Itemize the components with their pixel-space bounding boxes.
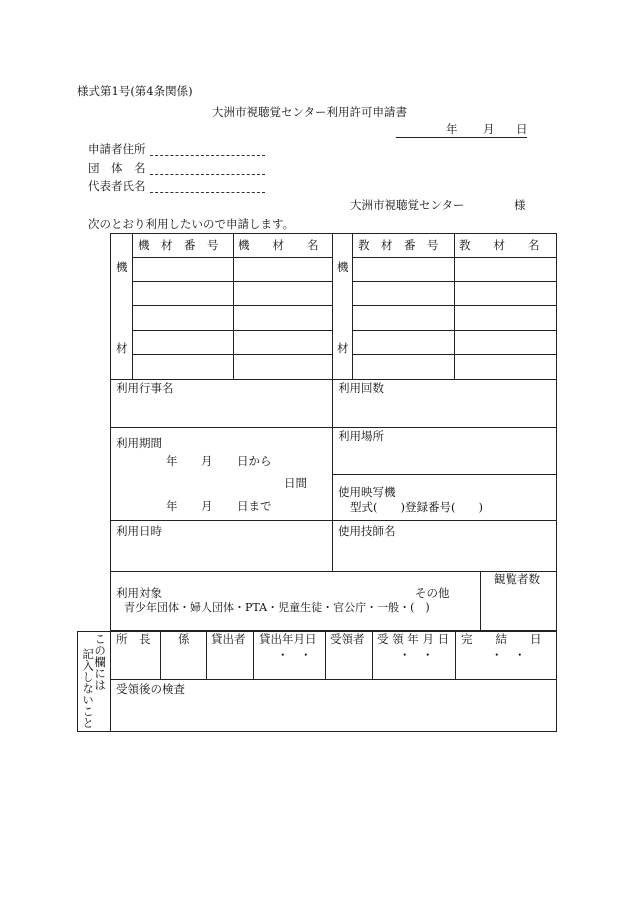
representative-name-field[interactable] [150, 192, 265, 193]
place-label: 利用場所 [338, 429, 384, 443]
period-from-day: 日から [237, 454, 272, 468]
office-receive-date-dots: ・ ・ [399, 648, 434, 662]
usage-count-label: 利用回数 [338, 381, 384, 395]
date-day-label: 日 [516, 122, 528, 136]
date-year-label: 年 [446, 122, 458, 136]
office-complete-header: 完 結 日 [461, 632, 542, 646]
equipment-side-label-bottom: 材 [116, 341, 128, 355]
period-label: 利用期間 [116, 436, 162, 450]
applicant-address-field[interactable] [150, 155, 265, 156]
date-month-label: 月 [483, 122, 495, 136]
projector-label: 使用映写機 [338, 485, 396, 499]
period-from-year: 年 [166, 454, 178, 468]
period-days: 日間 [284, 476, 307, 490]
technician-label: 使用技師名 [338, 524, 396, 538]
date-underline [396, 137, 527, 138]
office-lend-date-dots: ・ ・ [277, 648, 312, 662]
datetime-label: 利用日時 [116, 524, 162, 538]
target-other: その他 [415, 586, 450, 600]
target-label: 利用対象 [116, 586, 162, 600]
office-lend-date-header: 貸出年月日 [259, 632, 317, 646]
organization-name-field[interactable] [150, 174, 265, 175]
office-director-header: 所 長 [116, 632, 151, 646]
equipment-name-header: 機 材 名 [238, 238, 319, 252]
projector-detail: 型式( )登録番号( ) [350, 500, 483, 514]
materials-side-label-top: 機 [337, 260, 349, 274]
office-inspection-label: 受領後の検査 [116, 682, 185, 696]
representative-name-label: 代表者氏名 [88, 179, 146, 193]
office-lender-header: 貸出者 [211, 632, 246, 646]
audience-count-label: 観覧者数 [494, 572, 540, 586]
period-to-month: 月 [201, 499, 213, 513]
equipment-number-header: 機 材 番 号 [138, 238, 219, 252]
period-to-year: 年 [166, 499, 178, 513]
applicant-address-label: 申請者住所 [88, 142, 146, 156]
form-number: 様式第1号(第4条関係) [77, 84, 193, 98]
office-receive-date-header: 受 領 年 月 日 [377, 632, 450, 646]
period-to-day: 日まで [237, 499, 272, 513]
equipment-side-label-top: 機 [116, 260, 128, 274]
period-from-month: 月 [201, 454, 213, 468]
materials-number-header: 教 材 番 号 [358, 238, 439, 252]
form-title: 大洲市視聴覚センター利用許可申請書 [212, 105, 408, 119]
materials-name-header: 教 材 名 [459, 238, 540, 252]
office-note-line-2: 記入しないこと [81, 648, 96, 729]
office-note-line-1: この欄には [93, 633, 108, 691]
event-name-label: 利用行事名 [116, 381, 174, 395]
addressee-name: 大洲市視聴覚センター [350, 198, 465, 212]
target-options: 青少年団体・婦人団体・PTA・児童生徒・官公庁・一般・( ) [124, 601, 430, 614]
addressee-honorific: 様 [514, 198, 526, 212]
office-receiver-header: 受領者 [330, 632, 365, 646]
office-complete-dots: ・ ・ [491, 648, 526, 662]
office-staff-header: 係 [178, 632, 190, 646]
organization-name-label: 団 体 名 [88, 161, 146, 175]
intro-text: 次のとおり利用したいので申請します。 [88, 217, 295, 231]
materials-side-label-bottom: 材 [337, 341, 349, 355]
